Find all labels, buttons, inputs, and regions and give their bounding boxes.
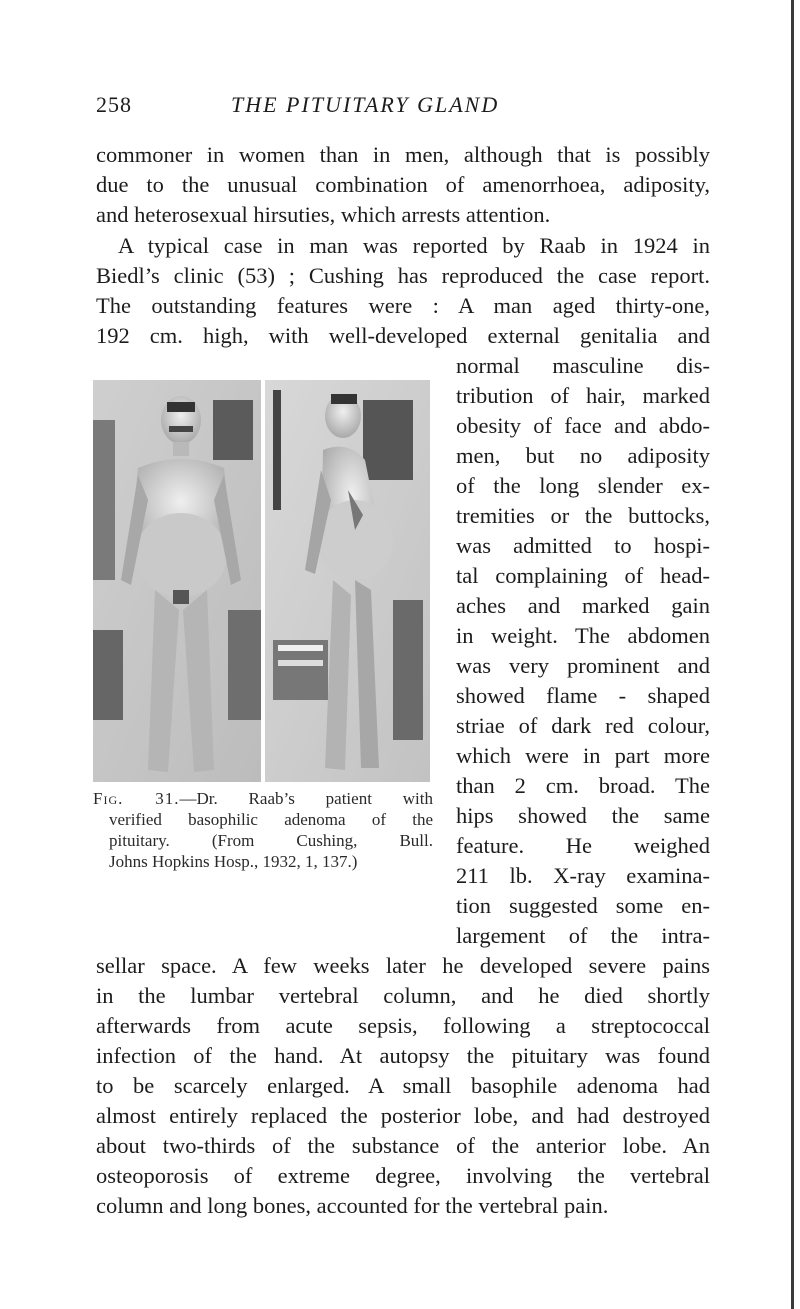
patient-photograph [93, 380, 430, 782]
page-number: 258 [96, 92, 132, 117]
side-line: tremities or the buttocks, [456, 503, 710, 528]
caption-label: Fig. 31. [93, 789, 180, 808]
side-line: feature. He weighed [456, 833, 710, 858]
side-line: obesity of face and abdo- [456, 413, 710, 438]
side-line: hips showed the same [456, 803, 710, 828]
side-line: was very prominent and [456, 653, 710, 678]
body-line: infection of the hand. At autopsy the pituitary was found [96, 1043, 710, 1068]
side-line: 211 lb. X-ray examina- [456, 863, 710, 888]
body-line: column and long bones, accounted for the vertebral pain. [96, 1193, 609, 1218]
body-line: The outstanding features were : A man aged thirty-one, [96, 293, 710, 318]
side-line: aches and marked gain [456, 593, 710, 618]
side-line: men, but no adiposity [456, 443, 710, 468]
side-line: of the long slender ex- [456, 473, 710, 498]
side-line: showed flame - shaped [456, 683, 710, 708]
figure-caption [93, 788, 433, 872]
body-line: almost entirely replaced the posterior lobe, and had destroyed [96, 1103, 710, 1128]
side-line: was admitted to hospi- [456, 533, 710, 558]
caption-line: verified basophilic adenoma of the [109, 810, 433, 829]
body-line: commoner in women than in men, although that is possibly [96, 142, 710, 167]
side-line: than 2 cm. broad. The [456, 773, 710, 798]
page-edge-line [791, 0, 794, 1309]
caption-line: Johns Hopkins Hosp., 1932, 1, 137.) [109, 852, 358, 871]
side-line: tion suggested some en- [456, 893, 710, 918]
side-line: normal masculine dis- [456, 353, 710, 378]
page-header [96, 92, 706, 122]
body-line: 192 cm. high, with well-developed external genitalia and [96, 323, 710, 348]
body-line: due to the unusual combination of amenorrhoea, adiposity, [96, 172, 710, 197]
body-line: and heterosexual hirsuties, which arrests attention. [96, 202, 551, 227]
body-line: afterwards from acute sepsis, following a streptococcal [96, 1013, 710, 1038]
body-line: Biedl’s clinic (53) ; Cushing has reproduced the case report. [96, 263, 710, 288]
body-line: to be scarcely enlarged. A small basophile adenoma had [96, 1073, 710, 1098]
side-line: which were in part more [456, 743, 710, 768]
side-line: in weight. The abdomen [456, 623, 710, 648]
caption-text: —Dr. Raab’s patient with [179, 789, 433, 808]
body-line: sellar space. A few weeks later he developed severe pains [96, 953, 710, 978]
caption-line [93, 830, 433, 851]
caption-text: pituitary. (From Cushing, Bull. [109, 831, 433, 850]
body-line: osteoporosis of extreme degree, involving the vertebral [96, 1163, 710, 1188]
body-line: about two-thirds of the substance of the anterior lobe. An [96, 1133, 710, 1158]
running-title: THE PITUITARY GLAND [231, 92, 500, 117]
body-line: A typical case in man was reported by Raab in 1924 in [118, 233, 710, 258]
caption-line [93, 788, 433, 809]
side-line: striae of dark red colour, [456, 713, 710, 738]
side-line: largement of the intra- [456, 923, 710, 948]
side-line: tal complaining of head- [456, 563, 710, 588]
side-line: tribution of hair, marked [456, 383, 710, 408]
patient-photograph-drawing [93, 380, 430, 782]
body-line: in the lumbar vertebral column, and he died shortly [96, 983, 710, 1008]
